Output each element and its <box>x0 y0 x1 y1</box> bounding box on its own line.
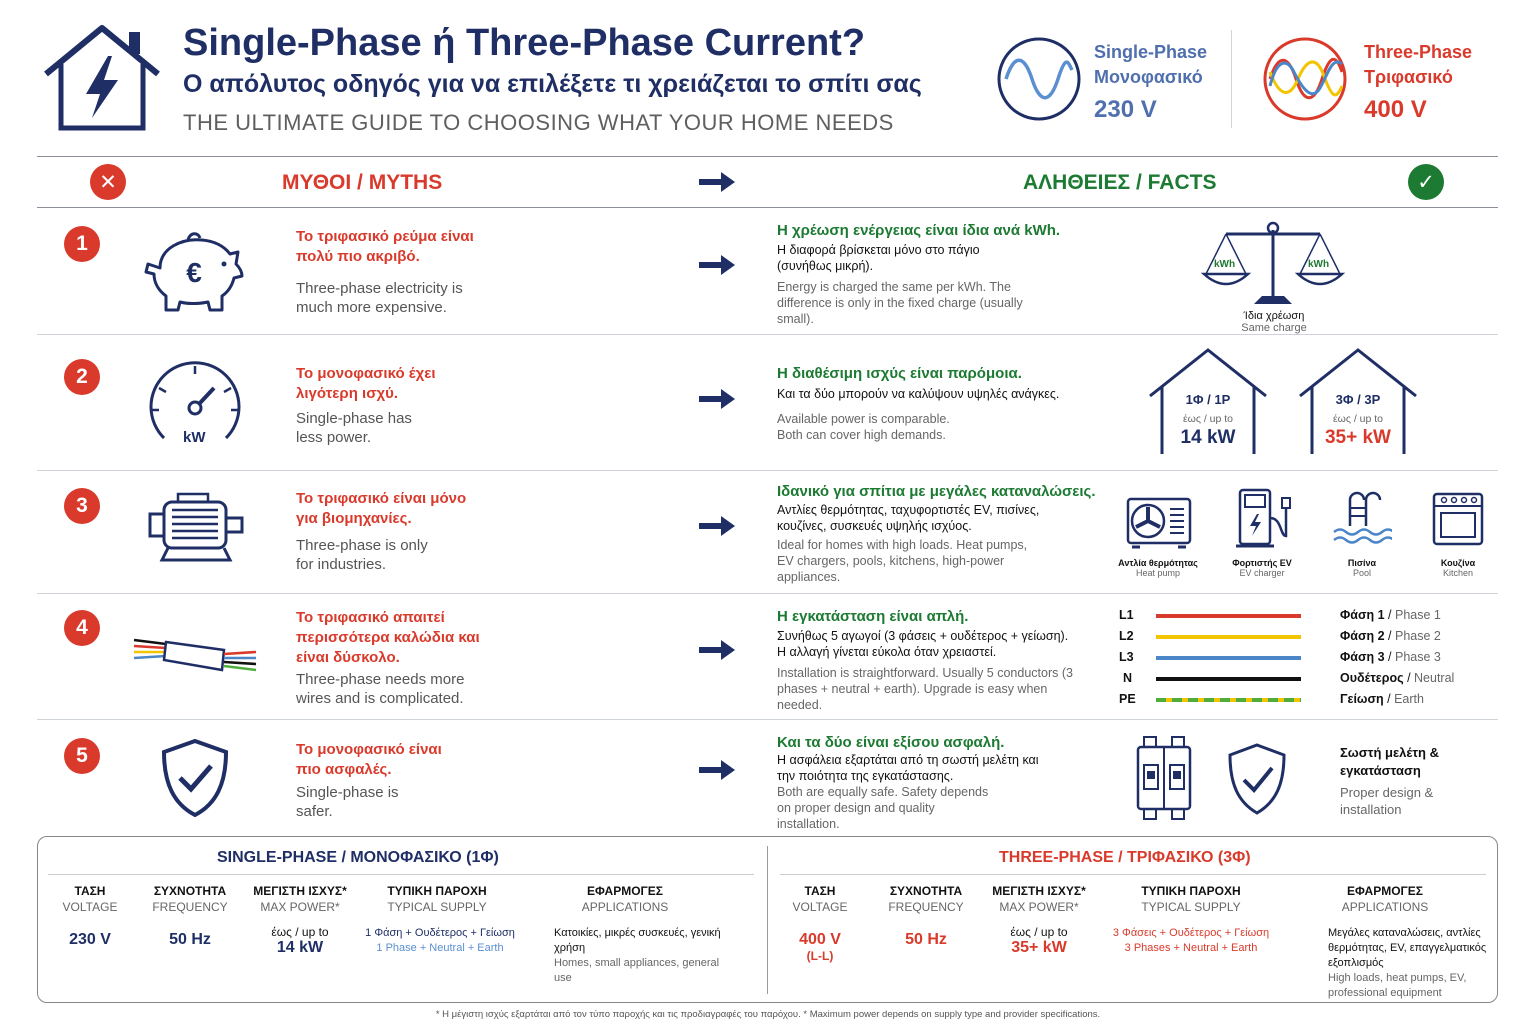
row-5-myth-english: Single-phase is safer. <box>296 784 399 820</box>
row-3-fact-heading: Ιδανικό για σπίτια με μεγάλες καταναλώσεις. <box>777 483 1096 500</box>
row-4-myth-english: Three-phase needs more wires and is complicated. <box>296 671 465 707</box>
row-3-fact-english: Ideal for homes with high loads. Heat pumps, EV chargers, pools, kitchens, high-power appliances. <box>777 538 1028 584</box>
three-phase-voltage: 400 V <box>1364 96 1427 123</box>
wire-l3-line <box>1156 656 1301 660</box>
row-1-fact-greek: Η διαφορά βρίσκεται μόνο στο πάγιο (συνήθως μικρή). <box>777 243 980 273</box>
row-3-number: 3 <box>64 488 100 524</box>
row-1-myth-greek: Το τριφασικό ρεύμα είναι πολύ πιο ακριβό. <box>296 228 474 265</box>
three-frequency-value: 50 Hz <box>905 931 947 948</box>
row-2-arrow-icon <box>699 389 735 409</box>
myths-heading: ΜΥΘΟΙ / MYTHS <box>282 171 443 194</box>
wire-l3-code: L3 <box>1119 650 1134 664</box>
three-supply-header: ΤΥΠΙΚΗ ΠΑΡΟΧΗ TYPICAL SUPPLY <box>1141 884 1241 914</box>
row-2-myth-greek: Το μονοφασικό έχει λιγότερη ισχύ. <box>296 365 436 402</box>
row-2-number: 2 <box>64 359 100 395</box>
scale-caption <box>1224 310 1324 334</box>
single-phase-wave-icon <box>996 36 1082 122</box>
single-apps-header: ΕΦΑΡΜΟΓΕΣ APPLICATIONS <box>581 884 669 914</box>
row-4-number: 4 <box>64 610 100 646</box>
gauge-label: kW <box>183 429 206 446</box>
header-arrow-icon <box>699 172 735 192</box>
facts-heading: ΑΛΗΘΕΙΕΣ / FACTS <box>1023 171 1217 194</box>
page-subtitle-greek: Ο απόλυτος οδηγός για να επιλέξετε τι χρειάζεται το σπίτι σας <box>183 70 922 98</box>
design-english: Proper design & installation <box>1340 785 1434 817</box>
wire-l1-line <box>1156 614 1301 618</box>
single-power-header: ΜΕΓΙΣΤΗ ΙΣΧΥΣ* MAX POWER* <box>253 884 347 914</box>
three-phase-name-en: Three-Phase <box>1364 42 1473 62</box>
kitchen-caption: Κουζίνα Kitchen <box>1440 558 1476 578</box>
wire-l1-desc: Φάση 1 / Phase 1 <box>1340 608 1441 622</box>
three-phase-name-gr: Τριφασικό <box>1364 67 1453 87</box>
single-phase-name-en: Single-Phase <box>1094 42 1208 62</box>
single-supply-value: 1 Φάση + Ουδέτερος + Γείωση 1 Phase + Neutral + Earth <box>365 927 515 954</box>
heat-pump-icon <box>1126 497 1192 551</box>
row-5-fact-heading: Και τα δύο είναι εξίσου ασφαλή. <box>777 734 1005 751</box>
row-3-myth-english: Three-phase is only for industries. <box>296 537 428 573</box>
row-5-number: 5 <box>64 738 100 774</box>
wire-l1-code: L1 <box>1119 608 1134 622</box>
row-1-arrow-icon <box>699 255 735 275</box>
house-3p-upto: έως / up to <box>1332 413 1384 425</box>
row-2-fact-english: Available power is comparable. Both can cover high demands. <box>777 412 950 442</box>
wire-l2-code: L2 <box>1119 629 1134 643</box>
row-1-fact-english: Energy is charged the same per kWh. The difference is only in the fixed charge (usually small). <box>777 280 1023 326</box>
row-3-myth-greek: Το τριφασικό είναι μόνο για βιομηχανίες. <box>296 490 467 527</box>
house-1p-upto: έως / up to <box>1182 413 1234 425</box>
heat-pump-caption: Αντλία θερμότητας Heat pump <box>1118 558 1198 578</box>
svg-text:€: € <box>186 257 202 288</box>
piggy-bank-euro-icon <box>142 230 246 316</box>
shield-check-small-icon <box>1226 742 1288 816</box>
single-apps-value: Κατοικίες, μικρές συσκευές, γενική χρήση Homes, small appliances, general use <box>554 927 721 984</box>
three-phase-summary <box>1364 40 1472 124</box>
three-supply-value: 3 Φάσεις + Ουδέτερος + Γείωση 3 Phases + Neutral + Earth <box>1112 927 1270 954</box>
single-voltage-header: ΤΑΣΗ VOLTAGE <box>62 884 118 914</box>
wire-n-code: N <box>1123 671 1133 685</box>
ev-charger-caption: Φορτιστής EV EV charger <box>1232 558 1292 578</box>
house-1p-label: 1Φ / 1P <box>1185 392 1231 407</box>
facts-check-icon: ✓ <box>1408 164 1444 200</box>
page-subtitle-english: THE ULTIMATE GUIDE TO CHOOSING WHAT YOUR HOME NEEDS <box>183 110 894 135</box>
three-apps-value: Μεγάλες καταναλώσεις, αντλίες θερμότητας, EV, επαγγελματικός εξοπλισμός High loads, heat pumps, EV, professional equipment <box>1328 927 1487 999</box>
wire-pe-desc: Γείωση / Earth <box>1340 692 1424 706</box>
wire-n-desc: Ουδέτερος / Neutral <box>1340 671 1455 685</box>
wire-l3-desc: Φάση 3 / Phase 3 <box>1340 650 1441 664</box>
shield-check-icon <box>160 738 230 818</box>
footnote: * Η μέγιστη ισχύς εξαρτάται από τον τύπο παροχής και τις προδιαγραφές του παρόχου. * Maximum power depends on supply type and provider specifications. <box>435 1009 1101 1020</box>
single-supply-header: ΤΥΠΙΚΗ ΠΑΡΟΧΗ TYPICAL SUPPLY <box>387 884 487 914</box>
scale-left-label: kWh <box>1214 259 1236 270</box>
scale-right-label: kWh <box>1308 259 1330 270</box>
house-lightning-icon <box>42 22 162 134</box>
page-title: Single-Phase ή Three-Phase Current? <box>183 22 866 64</box>
single-frequency-header: ΣΥΧΝΟΤΗΤΑ FREQUENCY <box>152 884 228 914</box>
house-3p-label: 3Φ / 3P <box>1335 392 1381 407</box>
wire-legend <box>1119 608 1499 712</box>
row-3-fact-greek: Αντλίες θερμότητας, ταχυφορτιστές EV, πισίνες, κουζίνες, συσκευές υψηλής ισχύος. <box>777 503 1040 533</box>
wire-n-line <box>1156 677 1301 681</box>
kitchen-oven-icon <box>1432 492 1484 546</box>
three-phase-wave-icon <box>1262 36 1348 122</box>
row-2-fact-greek: Και τα δύο μπορούν να καλύψουν υψηλές ανάγκες. <box>777 387 1060 401</box>
house-3p-value: 35+ kW <box>1324 427 1391 448</box>
pool-caption: Πισίνα Pool <box>1347 558 1377 578</box>
row-4-fact-heading: Η εγκατάσταση είναι απλή. <box>777 608 969 625</box>
scale-caption-english: Same charge <box>1241 322 1307 334</box>
row-5-fact-greek: Η ασφάλεια εξαρτάται από τη σωστή μελέτη και την ποιότητα της εγκατάστασης. <box>777 753 1039 783</box>
row-3-arrow-icon <box>699 516 735 536</box>
row-2-myth-english: Single-phase has less power. <box>296 410 412 446</box>
row-2-fact-heading: Η διαθέσιμη ισχύς είναι παρόμοια. <box>777 365 1022 382</box>
row-5-arrow-icon <box>699 760 735 780</box>
table-three-title: THREE-PHASE / ΤΡΙΦΑΣΙΚΟ (3Φ) <box>999 849 1251 866</box>
single-phase-name-gr: Μονοφασικό <box>1094 67 1203 87</box>
wire-l2-line <box>1156 635 1301 639</box>
scale-caption-greek: Ίδια χρέωση <box>1243 310 1305 322</box>
myths-x-icon: ✕ <box>90 164 126 200</box>
house-1p-value: 14 kW <box>1180 427 1236 448</box>
three-power-value: έως / up to 35+ kW <box>1010 925 1068 956</box>
three-voltage-value: 400 V (L-L) <box>799 931 841 963</box>
ev-charger-icon <box>1236 488 1292 550</box>
three-power-header: ΜΕΓΙΣΤΗ ΙΣΧΥΣ* MAX POWER* <box>992 884 1086 914</box>
wire-l2-desc: Φάση 2 / Phase 2 <box>1340 629 1441 643</box>
single-power-value: έως / up to 14 kW <box>271 925 329 956</box>
pool-icon <box>1332 488 1392 546</box>
single-voltage-value: 230 V <box>69 931 111 948</box>
design-greek: Σωστή μελέτη & εγκατάσταση <box>1340 745 1439 778</box>
single-phase-summary <box>1094 40 1207 124</box>
row-4-arrow-icon <box>699 640 735 660</box>
row-4-fact-greek: Συνήθως 5 αγωγοί (3 φάσεις + ουδέτερος + γείωση). Η αλλαγή γίνεται εύκολα όταν χρειαστεί. <box>777 629 1069 659</box>
single-frequency-value: 50 Hz <box>169 931 211 948</box>
three-apps-header: ΕΦΑΡΜΟΓΕΣ APPLICATIONS <box>1341 884 1429 914</box>
house-1p-info <box>1162 392 1254 449</box>
circuit-breaker-icon <box>1136 735 1192 821</box>
row-5-myth-greek: Το μονοφασικό είναι πιο ασφαλές. <box>296 741 442 778</box>
three-voltage-header: ΤΑΣΗ VOLTAGE <box>792 884 848 914</box>
row-4-fact-english: Installation is straightforward. Usually 5 conductors (3 phases + neutral + earth). Upgrade is easy when needed. <box>777 666 1073 712</box>
house-3p-info <box>1312 392 1404 449</box>
single-phase-voltage: 230 V <box>1094 96 1157 123</box>
table-single-title: SINGLE-PHASE / ΜΟΝΟΦΑΣΙΚΟ (1Φ) <box>217 849 499 866</box>
electric-motor-icon <box>146 492 246 562</box>
row-1-number: 1 <box>64 226 100 262</box>
wire-pe-code: PE <box>1119 692 1136 706</box>
wire-pe-line <box>1156 698 1301 702</box>
row-4-myth-greek: Το τριφασικό απαιτεί περισσότερα καλώδια και είναι δύσκολο. <box>296 609 480 666</box>
row-1-fact-heading: Η χρέωση ενέργειας είναι ίδια ανά kWh. <box>777 222 1061 239</box>
row-5-fact-english: Both are equally safe. Safety depends on proper design and quality installation. <box>777 785 989 831</box>
cable-bundle-icon <box>132 628 258 676</box>
row-1-myth-english: Three-phase electricity is much more expensive. <box>296 280 463 316</box>
three-frequency-header: ΣΥΧΝΟΤΗΤΑ FREQUENCY <box>888 884 964 914</box>
